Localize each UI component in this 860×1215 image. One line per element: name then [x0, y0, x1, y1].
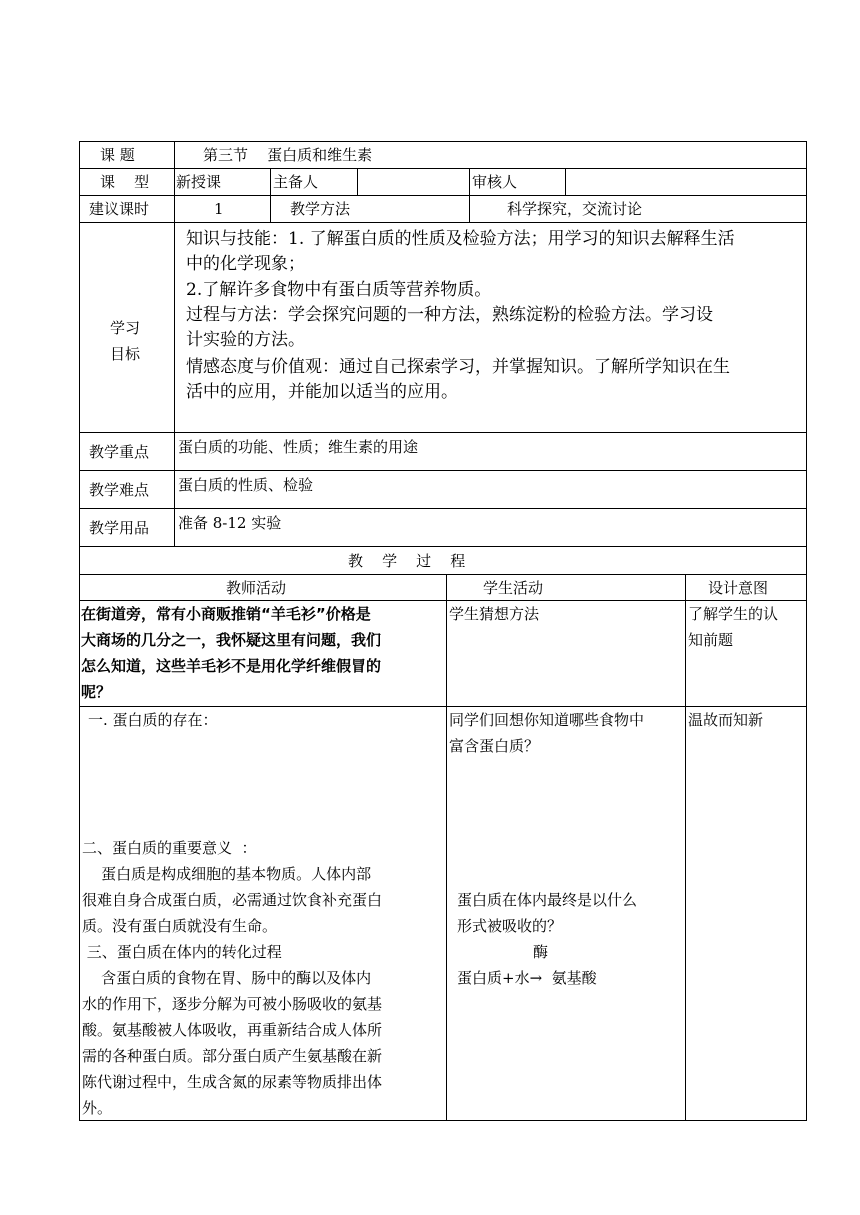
type-label: 课 型: [100, 173, 150, 191]
intent-1-line: 知前题: [688, 631, 734, 649]
hours-label: 建议课时: [89, 200, 150, 218]
col-intent-header: 设计意图: [708, 579, 769, 597]
difficulties-label: 教学难点: [89, 481, 150, 499]
preparer-label: 主备人: [273, 173, 319, 191]
section-heading-conversion: 三、蛋白质在体内的转化过程: [82, 943, 282, 961]
objective-line: 过程与方法：学会探究问题的一种方法，熟练淀粉的检验方法。学习设: [186, 305, 713, 325]
objectives-label-line2: 目标: [110, 345, 141, 363]
objective-line: 情感态度与价值观：通过自己探索学习，并掌握知识。了解所学知识在生: [186, 357, 730, 377]
topic-label: 课 题: [100, 146, 135, 164]
section-heading-existence: 一. 蛋白质的存在：: [88, 711, 218, 729]
intent-2: 温故而知新: [688, 711, 764, 729]
method-value: 科学探究，交流讨论: [507, 200, 643, 218]
materials-value: 准备 8-12 实验: [178, 514, 282, 532]
enzyme-label: 酶: [533, 943, 549, 961]
objective-line: 活中的应用，并能加以适当的应用。: [186, 382, 458, 402]
importance-line: 很难自身合成蛋白质，必需通过饮食补充蛋白: [82, 891, 383, 909]
conversion-line: 水的作用下，逐步分解为可被小肠吸收的氨基: [82, 995, 383, 1013]
conversion-line: 酸。氨基酸被人体吸收，再重新结合成人体所: [82, 1021, 383, 1039]
importance-line: 质。没有蛋白质就没有生命。: [82, 917, 278, 935]
type-value: 新授课: [176, 173, 222, 191]
intent-1-line: 了解学生的认: [688, 605, 779, 623]
key-points-label: 教学重点: [89, 443, 150, 461]
key-points-value: 蛋白质的功能、性质；维生素的用途: [178, 438, 419, 456]
student-question-2-line: 蛋白质在体内最终是以什么: [457, 891, 638, 909]
reviewer-label: 审核人: [472, 173, 518, 191]
topic-value: 第三节 蛋白质和维生素: [203, 146, 373, 164]
student-question-1-line: 同学们回想你知道哪些食物中: [449, 711, 645, 729]
conversion-line: 需的各种蛋白质。部分蛋白质产生氨基酸在新: [82, 1047, 383, 1065]
col-teacher-header: 教师活动: [226, 579, 287, 597]
teacher-intro-line: 大商场的几分之一，我怀疑这里有问题，我们: [81, 631, 382, 649]
objective-line: 中的化学现象；: [186, 254, 305, 274]
objective-line: 2.了解许多食物中有蛋白质等营养物质。: [186, 280, 492, 300]
student-question-2-line: 形式被吸收的？: [457, 917, 563, 935]
importance-line: 蛋白质是构成细胞的基本物质。人体内部: [82, 865, 372, 883]
conversion-line: 含蛋白质的食物在胃、肠中的酶以及体内: [82, 969, 372, 987]
teacher-intro-line: 呢？: [81, 683, 112, 701]
student-question-1-line: 富含蛋白质？: [449, 737, 540, 755]
objective-line: 计实验的方法。: [186, 330, 305, 350]
section-heading-importance: 二、蛋白质的重要意义 ：: [82, 839, 257, 857]
objective-line: 知识与技能：1. 了解蛋白质的性质及检验方法；用学习的知识去解释生活: [186, 229, 735, 249]
difficulties-value: 蛋白质的性质、检验: [178, 476, 314, 494]
process-title: 教 学 过 程: [348, 552, 466, 570]
col-student-header: 学生活动: [483, 579, 544, 597]
teacher-intro-line: 在街道旁，常有小商贩推销“羊毛衫”价格是: [81, 605, 371, 623]
materials-label: 教学用品: [89, 519, 150, 537]
conversion-line: 外。: [82, 1099, 113, 1117]
protein-hydrolysis-equation: 蛋白质+水→ 氨基酸: [457, 969, 597, 987]
student-activity-1: 学生猜想方法: [449, 605, 540, 623]
conversion-line: 陈代谢过程中，生成含氮的尿素等物质排出体: [82, 1073, 383, 1091]
hours-value: 1: [214, 200, 224, 218]
objectives-label-line1: 学习: [110, 319, 141, 337]
method-label: 教学方法: [290, 200, 351, 218]
teacher-intro-line: 怎么知道，这些羊毛衫不是用化学纤维假冒的: [81, 657, 382, 675]
